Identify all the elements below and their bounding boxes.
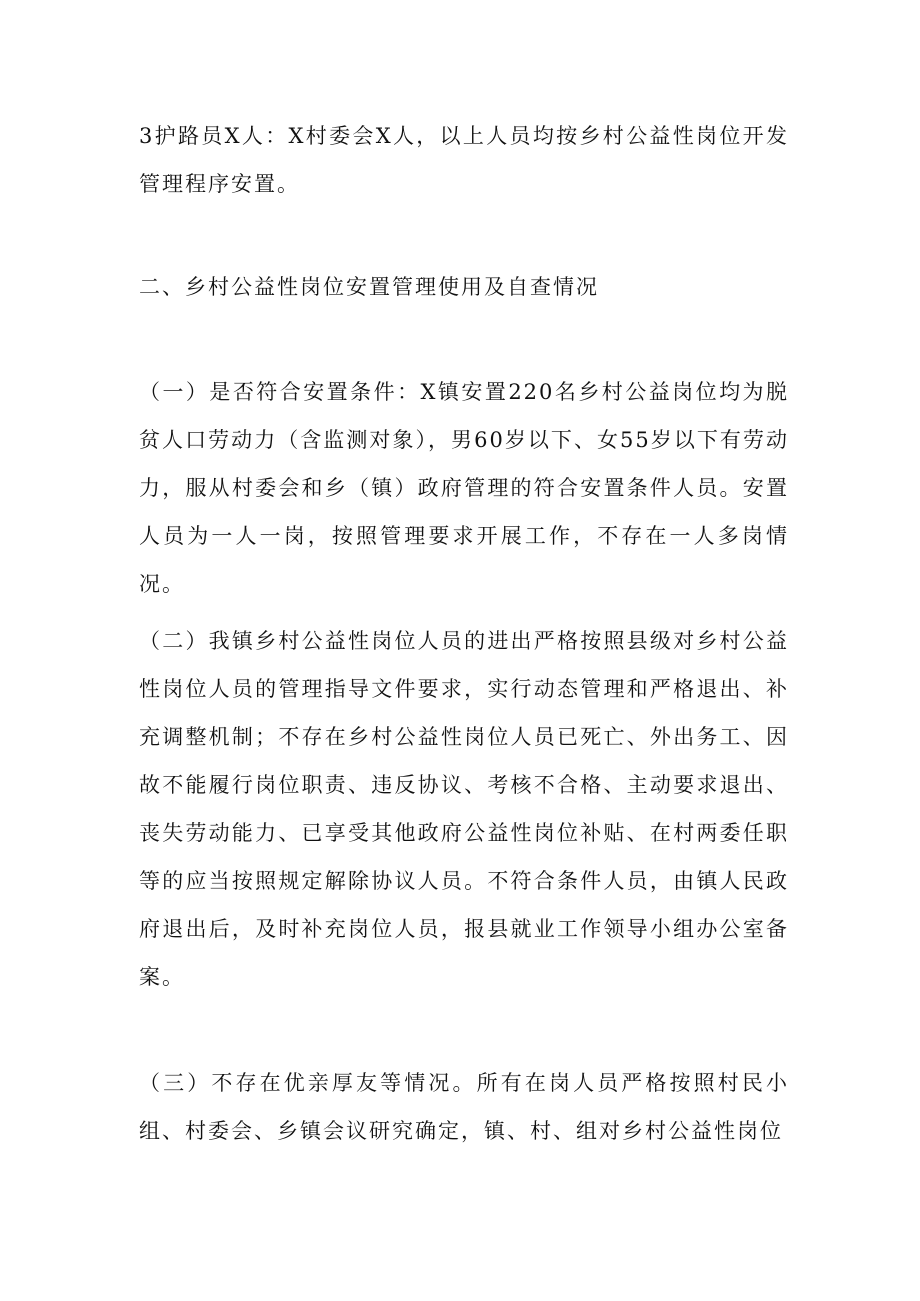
paragraph-item-1: （一）是否符合安置条件：X镇安置220名乡村公益岗位均为脱贫人口劳动力（含监测对象），男60岁以下、女55岁以下有劳动力，服从村委会和乡（镇）政府管理的符合安置条件人员。安置人员为一人一岗，按照管理要求开展工作，不存在一人多岗情况。 bbox=[139, 380, 789, 596]
paragraph-staffing-summary: 3护路员X人：X村委会X人，以上人员均按乡村公益性岗位开发管理程序安置。 bbox=[139, 124, 789, 196]
paragraph-item-3: （三）不存在优亲厚友等情况。所有在岗人员严格按照村民小组、村委会、乡镇会议研究确定，镇、村、组对乡村公益性岗位 bbox=[139, 1071, 789, 1143]
paragraph-item-2: （二）我镇乡村公益性岗位人员的进出严格按照县级对乡村公益性岗位人员的管理指导文件要求，实行动态管理和严格退出、补充调整机制；不存在乡村公益性岗位人员已死亡、外出务工、因故不能履行岗位职责、违反协议、考核不合格、主动要求退出、丧失劳动能力、已享受其他政府公益性岗位补贴、在村两委任职等的应当按照规定解除协议人员。不符合条件人员，由镇人民政府退出后，及时补充岗位人员，报县就业工作领导小组办公室备案。 bbox=[139, 629, 789, 989]
section-heading-2: 二、乡村公益性岗位安置管理使用及自查情况 bbox=[139, 275, 599, 299]
